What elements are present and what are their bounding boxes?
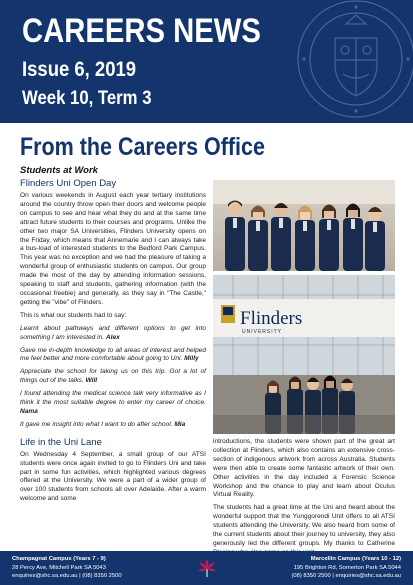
footer-champagnat-campus xyxy=(12,555,122,581)
paragraph-intro-quotes: This is what our students had to say: xyxy=(20,311,127,319)
student-quote xyxy=(20,421,206,430)
masthead xyxy=(0,0,413,123)
quote-text: Appreciate the school for taking us on this trip. Got a lot of things out of the talks. xyxy=(20,368,206,385)
footer-left-title: Champagnat Campus (Years 7 - 9) xyxy=(12,556,106,562)
issue-number: Issue 6, 2019 xyxy=(22,58,137,81)
footer-right-title: Marcellin Campus (Years 10 - 12) xyxy=(310,556,401,562)
quote-author: Alex xyxy=(105,333,120,341)
newsletter-title: CAREERS NEWS xyxy=(22,12,261,50)
quote-text: Gave me in-depth knowledge to all areas of interest and helped me feel better and more comfortable about going to Uni. xyxy=(20,346,206,363)
footer-right-address: 195 Brighton Rd, Somerton Park SA 5044 xyxy=(293,564,401,571)
footer-marcellin-campus xyxy=(291,555,401,581)
paragraph-open-day: On various weekends in August each year tertiary institutions around the country throw open their doors and welcome people on campus to see and hear what they do and at the same time attract future students to their courses and programs. Unlike the other two major SA Universities, Flinders University opens on the Friday, which means that Annemarie and I can always take a bus-load of interested students to the Bedford Park Campus. This year was no exception and we had the pleasure of taking a wonderful group of enthusiastic students on campus. Our group made the most of the day by attending information sessions, speaking to staff and students, gathering information (with the occasional freebie) and generally, as they say in "The Castle," getting the "vibe" of Flinders. xyxy=(20,192,206,306)
student-group-photo xyxy=(213,180,395,271)
quote-author: Nama xyxy=(20,407,38,415)
flinders-sign-photo xyxy=(213,275,395,434)
subheading-open-day: Flinders Uni Open Day xyxy=(20,178,117,189)
footer xyxy=(0,551,413,585)
footer-right-contact[interactable]: (08) 8350 2500 | enquiries@shc.sa.edu.au xyxy=(291,573,401,580)
quote-text: I found attending the medical science talk very informative as I think it the most suitable degree to enter my career of choice. xyxy=(20,390,206,407)
article-right-column xyxy=(213,438,395,562)
article-left-column xyxy=(20,165,206,508)
section-heading: From the Careers Office xyxy=(20,133,265,161)
quote-author: Will xyxy=(85,377,98,385)
student-quote xyxy=(20,325,206,343)
quote-author: Mia xyxy=(174,420,186,428)
quote-author: Milly xyxy=(184,355,199,363)
footer-left-contact[interactable]: enquiries@shc.sa.edu.au | (08) 8350 2500 xyxy=(12,573,122,580)
student-quote xyxy=(20,347,206,365)
paragraph-closing: The students had a great time at the Uni and heard about the wonderful support that the Yunggorendi Unit offers to all ATSI students attending the University. We also heard from some of the current students about their journey to university, they also generously led the different groups. My thanks to Catherine xyxy=(213,504,395,547)
school-logo-icon xyxy=(196,557,218,579)
sign-subtitle: UNIVERSITY xyxy=(242,329,283,335)
school-crest-watermark xyxy=(291,0,413,123)
student-quote xyxy=(20,368,206,386)
paragraph-continued: introductions, the students were shown part of the great art collection at Flinders, which also contains an extensive cross-section of indigenous artwork from across Australia. Students were then able to create some fantastic artwork of their own. Other activities in the day included a Forensic Science Workshop and the chance to play and learn about Oculus Virtual Reality. xyxy=(213,438,395,499)
footer-left-address: 28 Percy Ave, Mitchell Park SA 5043 xyxy=(12,564,106,571)
week-term: Week 10, Term 3 xyxy=(22,88,152,109)
quote-text: Learnt about pathways and different options to get into something I am interested in. xyxy=(20,324,206,341)
article-kicker: Students at Work xyxy=(20,165,98,176)
sign-wordmark: Flinders xyxy=(240,308,303,329)
subheading-uni-lane: Life in the Uni Lane xyxy=(20,436,102,448)
quote-text: It gave me insight into what I want to do after school. xyxy=(20,420,173,428)
student-quote xyxy=(20,390,206,417)
paragraph-uni-lane: On Wednesday 4 September, a small group of our ATSI students were once again invited to go to Flinders Uni and take part in some fun activities, which highlighted various degrees offered at the University. We were a part of a wider group of over 100 students from schools all over Adelaide. After a warm welcome and some xyxy=(20,450,206,503)
